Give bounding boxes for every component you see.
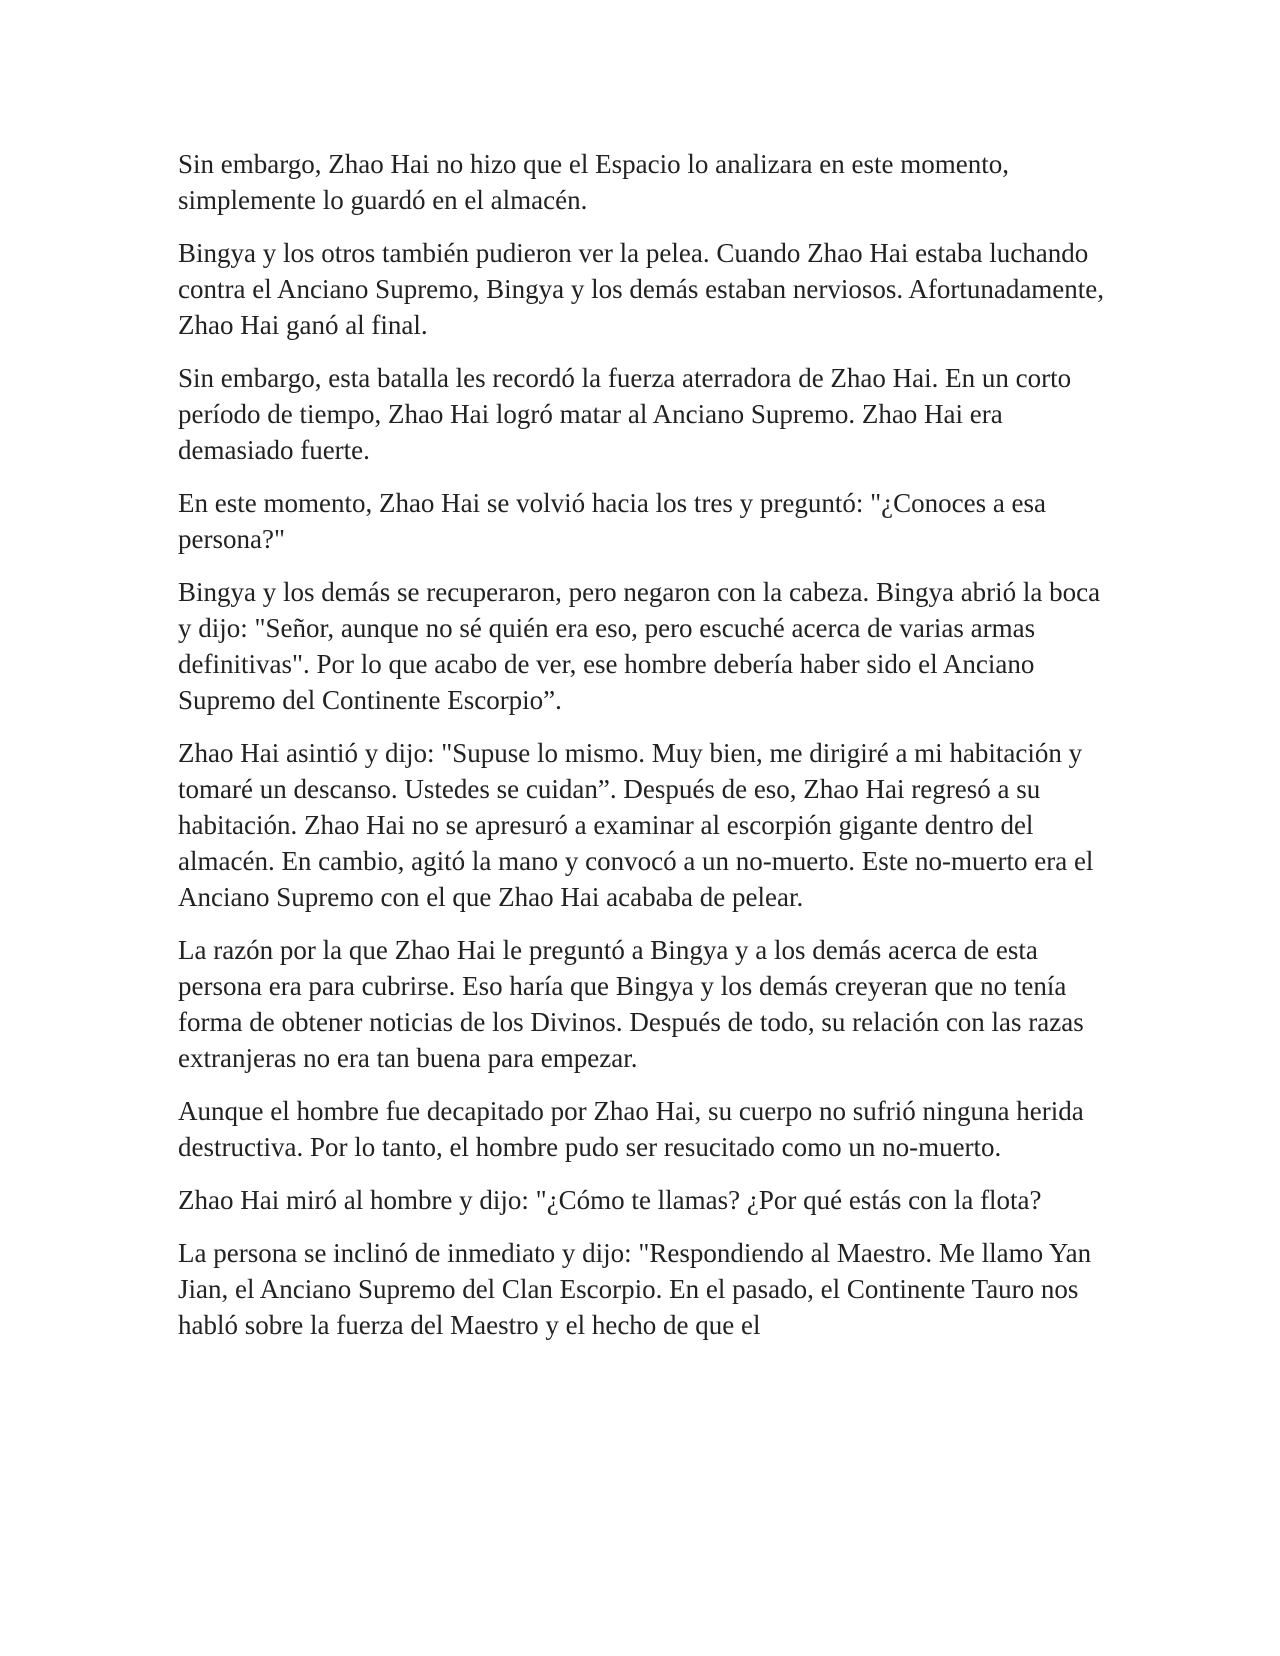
paragraph: Bingya y los otros también pudieron ver la pelea. Cuando Zhao Hai estaba luchando contra el Anciano Supremo, Bingya y los demás estaban nerviosos. Afortunadamente, Zhao Hai ganó al final.	[178, 238, 1105, 340]
paragraph: Bingya y los demás se recuperaron, pero negaron con la cabeza. Bingya abrió la boca y dijo: "Señor, aunque no sé quién era eso, pero escuché acerca de varias armas definitivas". Por lo que acabo de ver, ese hombre debería haber sido el Anciano Supremo del Continente Escorpio”.	[178, 577, 1101, 715]
paragraph: En este momento, Zhao Hai se volvió hacia los tres y preguntó: "¿Conoces a esa persona?"	[178, 488, 1047, 554]
paragraph: Sin embargo, esta batalla les recordó la fuerza aterradora de Zhao Hai. En un corto período de tiempo, Zhao Hai logró matar al Anciano Supremo. Zhao Hai era demasiado fuerte.	[178, 363, 1072, 465]
paragraph: Zhao Hai asintió y dijo: "Supuse lo mismo. Muy bien, me dirigiré a mi habitación y tomaré un descanso. Ustedes se cuidan”. Después de eso, Zhao Hai regresó a su habitación. Zhao Hai no se apresuró a examinar al escorpión gigante dentro del almacén. En cambio, agitó la mano y convocó a un no-muerto. Este no-muerto era el Anciano Supremo con el que Zhao Hai acababa de pelear.	[178, 738, 1094, 912]
paragraph: Sin embargo, Zhao Hai no hizo que el Espacio lo analizara en este momento, simplemente lo guardó en el almacén.	[178, 149, 1009, 215]
paragraph: Zhao Hai miró al hombre y dijo: "¿Cómo te llamas? ¿Por qué estás con la flota?	[178, 1185, 1042, 1215]
paragraph: La persona se inclinó de inmediato y dijo: "Respondiendo al Maestro. Me llamo Yan Jian, el Anciano Supremo del Clan Escorpio. En el pasado, el Continente Tauro nos habló sobre la fuerza del Maestro y el hecho de que el	[178, 1238, 1092, 1340]
document-page	[178, 146, 1108, 1360]
paragraph: La razón por la que Zhao Hai le preguntó a Bingya y a los demás acerca de esta persona era para cubrirse. Eso haría que Bingya y los demás creyeran que no tenía forma de obtener noticias de los Divinos. Después de todo, su relación con las razas extranjeras no era tan buena para empezar.	[178, 935, 1084, 1073]
paragraph: Aunque el hombre fue decapitado por Zhao Hai, su cuerpo no sufrió ninguna herida destructiva. Por lo tanto, el hombre pudo ser resucitado como un no-muerto.	[178, 1096, 1084, 1162]
